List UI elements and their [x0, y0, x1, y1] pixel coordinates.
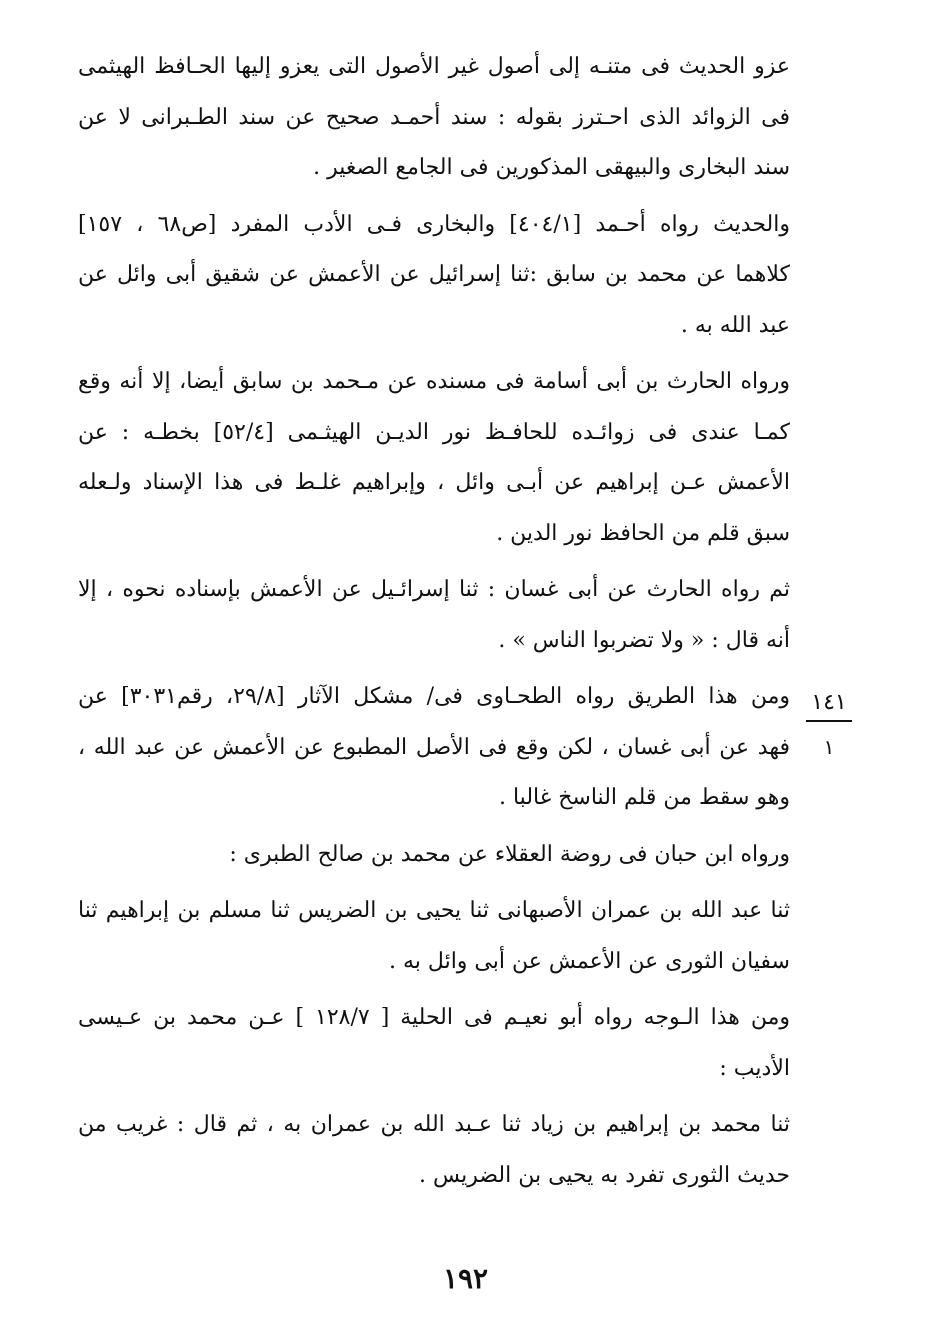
text-line: عزو الحديث فى متنـه إلى أصول غير الأصول التى يعزو إليها الحـافظ الهيثمى — [78, 54, 790, 79]
text-line: الأعمش عـن إبراهيم عن أبـى وائل ، وإبراهيم غلـط فى هذا الإسناد ولـعله — [78, 470, 790, 495]
text-line: سفيان الثورى عن الأعمش عن أبى وائل به . — [389, 948, 790, 974]
margin-note-number: ١٤١ — [806, 688, 852, 722]
text-line: والحديث رواه أحـمد [٤٠٤/١] والبخارى فـى الأدب المفرد [ص٦٨ ، ١٥٧] — [78, 211, 790, 237]
text-line: سند البخارى والبيهقى المذكورين فى الجامع الصغير . — [313, 155, 790, 180]
text-line: ثنا محمد بن إبراهيم بن زياد ثنا عـبد الله بن عمران به ، ثم قال : غريب من — [78, 1112, 790, 1137]
text-line: سبق قلم من الحافظ نور الدين . — [496, 520, 790, 546]
text-line: أنه قال : « ولا تضربوا الناس » . — [498, 627, 790, 653]
body-text — [78, 42, 790, 1207]
text-line: عبد الله به . — [680, 312, 790, 338]
text-line: ثنا عبد الله بن عمران الأصبهانى ثنا يحيى بن الضريس ثنا مسلم بن إبراهيم ثنا — [78, 898, 790, 923]
text-line: ومن هذا الطريق رواه الطحـاوى فى/ مشكل الآثار [٢٩/٨، رقم٣٠٣١] عن — [78, 684, 790, 709]
paragraph — [78, 565, 790, 666]
margin-note-sub: ١ — [823, 735, 835, 759]
paragraph — [78, 830, 790, 881]
paragraph — [78, 42, 790, 194]
text-line: ومن هذا الـوجه رواه أبو نعيـم فى الحلية [ ١٢٨/٧ ] عـن محمد بن عـيسى — [78, 1005, 790, 1030]
paragraph — [78, 672, 790, 824]
text-line: ورواه الحارث بن أبى أسامة فى مسنده عن مـحمد بن سابق أيضا، إلا أنه وقع — [78, 369, 790, 394]
text-line: وهو سقط من قلم الناسخ غالبا . — [498, 785, 790, 810]
paragraph — [78, 993, 790, 1094]
paragraph — [78, 1100, 790, 1201]
text-line: ورواه ابن حبان فى روضة العقلاء عن محمد بن صالح الطبرى : — [229, 841, 790, 867]
text-line: حديث الثورى تفرد به يحيى بن الضريس . — [419, 1162, 790, 1188]
text-line: ثم رواه الحارث عن أبى غسان : ثنا إسرائـيل عن الأعمش بإسناده نحوه ، إلا — [78, 577, 790, 602]
paragraph — [78, 886, 790, 987]
text-line: كلاهما عن محمد بن سابق :ثنا إسرائيل عن الأعمش عن شقيق أبى وائل عن — [78, 262, 790, 287]
paragraph — [78, 357, 790, 559]
paragraph — [78, 200, 790, 352]
text-line: فهد عن أبى غسان ، لكن وقع فى الأصل المطبوع عن الأعمش عن عبد الله ، — [78, 734, 790, 760]
text-line: كمـا عندى فى زوائـده للحافـظ نور الديـن الهيثـمى [٥٢/٤] بخطـه : عن — [78, 419, 790, 445]
margin-note — [806, 688, 852, 762]
text-line: فى الزوائد الذى احـترز بقوله : سند أحمـد صحيح عن سند الطـبرانى لا عن — [78, 104, 790, 130]
page-number: ١٩٢ — [442, 1262, 489, 1295]
text-line: الأديب : — [719, 1055, 790, 1081]
